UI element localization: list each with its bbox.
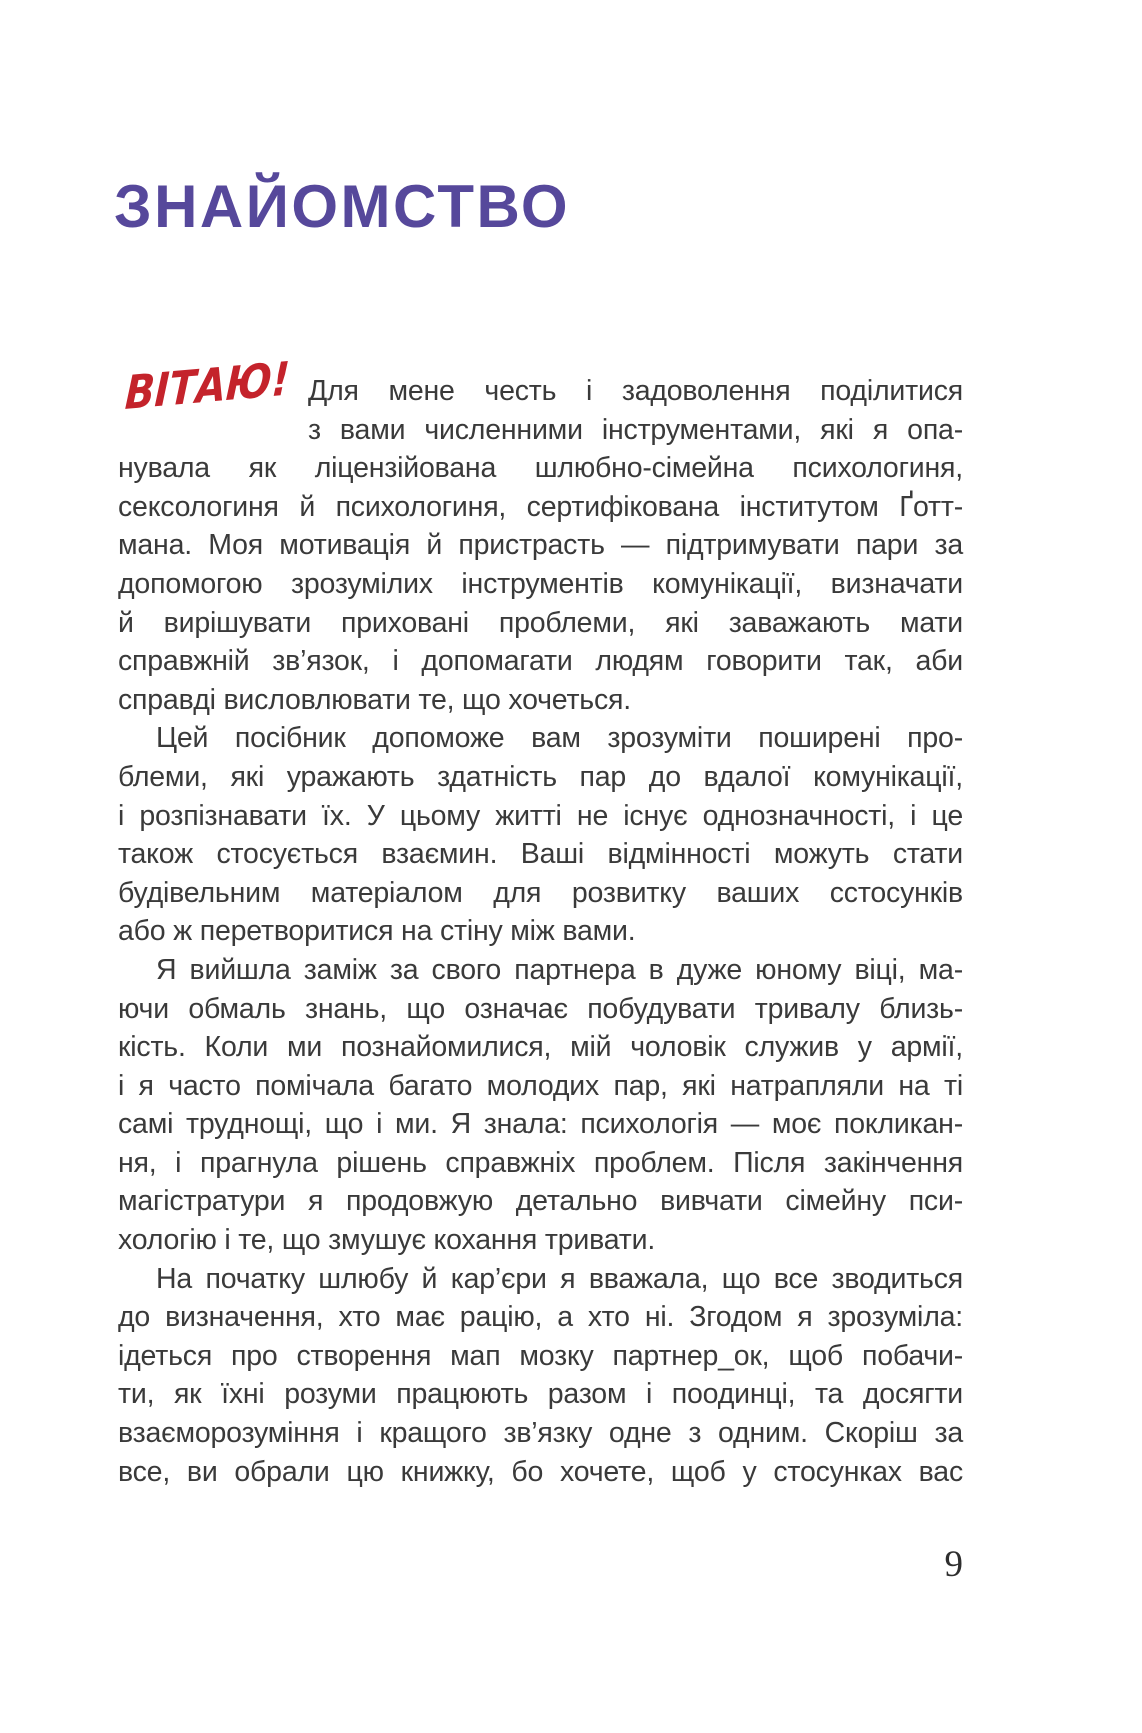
text-line: ючи обмаль знань, що означає побудувати тривалу близь- xyxy=(118,992,963,1025)
text-line: ня, і прагнула рішень справжніх проблем. Після закінчення xyxy=(118,1146,963,1179)
text-line: або ж перетворитися на стіну між вами. xyxy=(118,915,636,948)
text-line: справжній зв’язок, і допомагати людям говорити так, аби xyxy=(118,645,963,678)
text-line: кість. Коли ми познайомилися, мій чоловік служив у армії, xyxy=(118,1031,963,1064)
text-line: і розпізнавати їх. У цьому житті не існує однозначності, і це xyxy=(118,799,963,832)
text-line: справді висловлювати те, що хочеться. xyxy=(118,683,631,716)
text-line: мана. Моя мотивація й пристрасть — підтримувати пари за xyxy=(118,529,963,562)
body-text xyxy=(118,372,963,1491)
text-line: допомогою зрозумілих інструментів комунікації, визначати xyxy=(118,567,963,600)
text-line: нувала як ліцензійована шлюбно-сімейна психологиня, xyxy=(118,452,963,485)
text-line: все, ви обрали цю книжку, бо хочете, щоб у стосунках вас xyxy=(118,1455,963,1488)
text-line: сексологиня й психологиня, сертифікована інститутом Ґотт- xyxy=(118,490,963,523)
text-line: ти, як їхні розуми працюють разом і поодинці, та досягти xyxy=(118,1378,963,1411)
text-line: Цей посібник допоможе вам зрозуміти поширені про- xyxy=(156,722,963,755)
text-line: до визначення, хто має рацію, а хто ні. Згодом я зрозуміла: xyxy=(118,1301,963,1334)
chapter-title: ЗНАЙОМСТВО xyxy=(114,173,571,240)
text-line: також стосується взаємин. Ваші відмінності можуть стати xyxy=(118,838,963,871)
text-line: Я вийшла заміж за свого партнера в дуже юному віці, ма- xyxy=(156,953,963,986)
text-line: хологію і те, що змушує кохання тривати. xyxy=(118,1224,656,1257)
text-line: самі труднощі, що і ми. Я знала: психологія — моє покликан- xyxy=(118,1108,963,1141)
text-line: Для мене честь і задоволення поділитися xyxy=(308,375,963,407)
text-line: з вами численними інструментами, які я опа- xyxy=(308,413,963,446)
page-number: 9 xyxy=(944,1544,963,1585)
greeting-lead-in: ВІТАЮ! xyxy=(123,351,292,421)
text-line: й вирішувати приховані проблеми, які заважають мати xyxy=(118,606,963,639)
text-line: блеми, які уражають здатність пар до вдалої комунікації, xyxy=(118,760,963,793)
text-line: взаєморозуміння і кращого зв’язку одне з одним. Скоріш за xyxy=(118,1417,963,1450)
text-line: і я часто помічала багато молодих пар, які натрапляли на ті xyxy=(118,1069,963,1102)
text-line: На початку шлюбу й кар’єри я вважала, що все зводиться xyxy=(156,1262,963,1295)
text-line: будівельним матеріалом для розвитку ваших сстосунків xyxy=(118,876,963,909)
text-line: магістратури я продовжую детально вивчати сімейну пси- xyxy=(118,1185,963,1218)
text-line: ідеться про створення мап мозку партнер_ок, щоб побачи- xyxy=(118,1339,963,1372)
